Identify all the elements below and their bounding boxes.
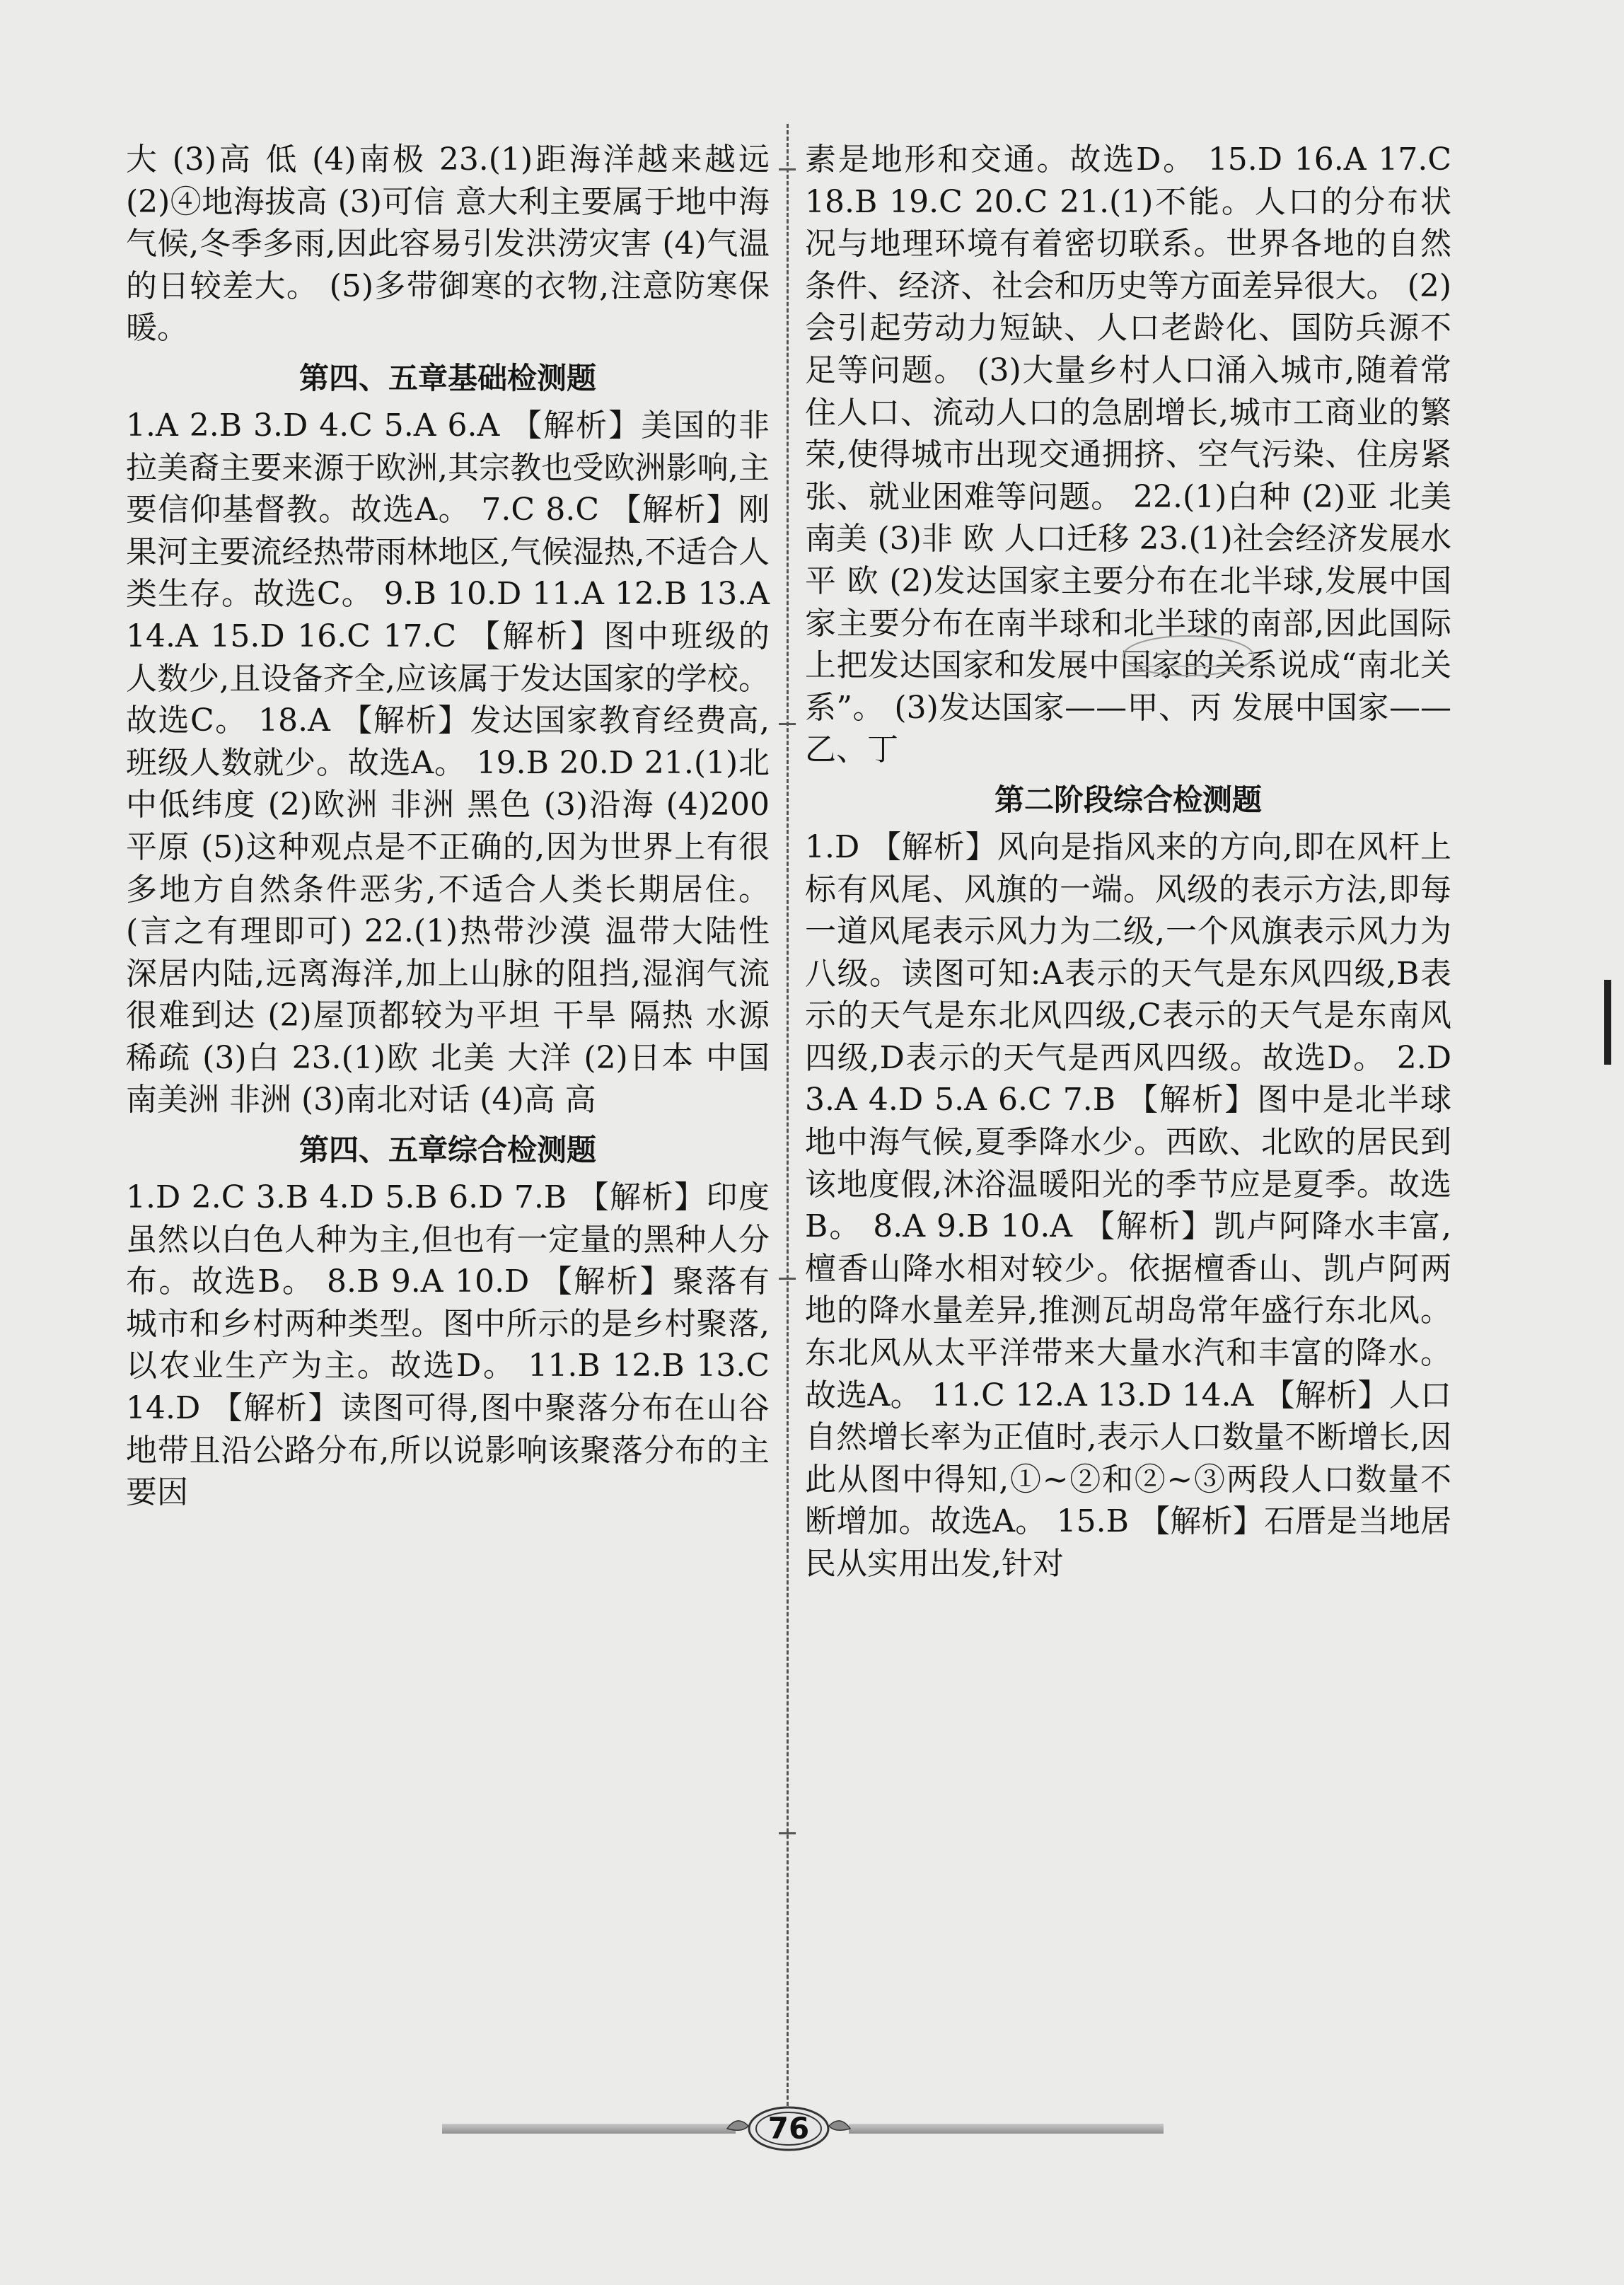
footer-rule-right — [849, 2124, 1164, 2134]
page-number: 76 — [767, 2111, 810, 2146]
section-title-comprehensive-test: 第四、五章综合检测题 — [298, 1133, 596, 1168]
divider-tick — [779, 1278, 796, 1280]
divider-tick — [779, 168, 796, 170]
right-column — [805, 139, 1451, 1585]
left-column — [126, 139, 770, 1514]
left-intro-text: 大 (3)高 低 (4)南极 23.(1)距海洋越来越远 (2)④地海拔高 (3)可信 意大利主要属于地中海气候,冬季多雨,因此容易引发洪涝灾害 (4)气温的日较差大。 (5)多带御寒的衣物,注意防寒保暖。 — [126, 141, 770, 347]
section-stage-two-answers: 1.D 【解析】风向是指风来的方向,即在风杆上标有风尾、风旗的一端。风级的表示方法,即每一道风尾表示风力为二级,一个风旗表示风力为八级。读图可知:A表示的天气是东风四级,B表示的天气是东北风四级,C表示的天气是东南风四级,D表示的天气是西风四级。故选D。 2.D 3.A 4.D 5.A 6.C 7.B 【解析】图中是北半球地中海气候,夏季降水少。西欧、北欧的居民到该地度假,沐浴温暖阳光的季节应是夏季。故选B。 8.A 9.B 10.A 【解析】凯卢阿降水丰富,檀香山降水相对较少。依据檀香山、凯卢阿两地的降水量差异,推测瓦胡岛常年盛行东北风。东北风从太平洋带来大量水汽和丰富的降水。故选A。 11.C 12.A 13.D 14.A 【解析】人口自然增长率为正值时,表示人口数量不断增长,因此从图中得知,①~②和②~③两段人口数量不断增加。故选A。 15.B 【解析】石厝是当地居民从实用出发,针对 — [805, 828, 1451, 1582]
footer-rule-left — [442, 2124, 736, 2134]
section-basic-test-answers: 1.A 2.B 3.D 4.C 5.A 6.A 【解析】美国的非拉美裔主要来源于欧洲,其宗教也受欧洲影响,主要信仰基督教。故选A。 7.C 8.C 【解析】刚果河主要流经热带雨林地区,气候湿热,不适合人类生存。故选C。 9.B 10.D 11.A 12.B 13.A 14.A 15.D 16.C 17.C 【解析】图中班级的人数少,且设备齐全,应该属于发达国家的学校。故选C。 18.A 【解析】发达国家教育经费高,班级人数就少。故选A。 19.B 20.D 21.(1)北 中低纬度 (2)欧洲 非洲 黑色 (3)沿海 (4)200 平原 (5)这种观点是不正确的,因为世界上有很多地方自然条件恶劣,不适合人类长期居住。(言之有理即可) 22.(1)热带沙漠 温带大陆性 深居内陆,远离海洋,加上山脉的阻挡,湿润气流很难到达 (2)屋顶都较为平坦 干旱 隔热 水源 稀疏 (3)白 23.(1)欧 北美 大洋 (2)日本 中国 南美洲 非洲 (3)南北对话 (4)高 高 — [126, 407, 770, 1118]
section-title-basic-test: 第四、五章基础检测题 — [298, 360, 596, 395]
faint-stamp-mark — [1118, 631, 1259, 681]
section-comprehensive-test-answers: 1.D 2.C 3.B 4.D 5.B 6.D 7.B 【解析】印度虽然以白色人种为主,但也有一定量的黑种人分布。故选B。 8.B 9.A 10.D 【解析】聚落有城市和乡村两种类型。图中所示的是乡村聚落,以农业生产为主。故选D。 11.B 12.B 13.C 14.D 【解析】读图可得,图中聚落分布在山谷地带且沿公路分布,所以说影响该聚落分布的主要因 — [126, 1179, 770, 1511]
column-divider — [787, 124, 789, 2119]
section-title-stage-two-test: 第二阶段综合检测题 — [994, 782, 1262, 817]
page-number-badge — [721, 2105, 856, 2153]
right-intro-text: 素是地形和交通。故选D。 15.D 16.A 17.C 18.B 19.C 20.C 21.(1)不能。人口的分布状况与地理环境有着密切联系。世界各地的自然条件、经济、社会和历史等方面差异很大。 (2)会引起劳动力短缺、人口老龄化、国防兵源不足等问题。 (3)大量乡村人口涌入城市,随着常住人口、流动人口的急剧增长,城市工商业的繁荣,使得城市出现交通拥挤、空气污染、住房紧张、就业困难等问题。 22.(1)白种 (2)亚 北美 南美 (3)非 欧 人口迁移 23.(1)社会经济发展水平 欧 (2)发达国家主要分布在北半球,发展中国家主要分布在南半球和北半球的南部,因此国际上把发达国家和发展中国家的关系说成“南北关系”。 (3)发达国家——甲、丙 发展中国家——乙、丁 — [805, 141, 1451, 768]
scan-edge-mark — [1604, 980, 1611, 1065]
divider-tick — [779, 1832, 796, 1834]
divider-tick — [779, 723, 796, 725]
